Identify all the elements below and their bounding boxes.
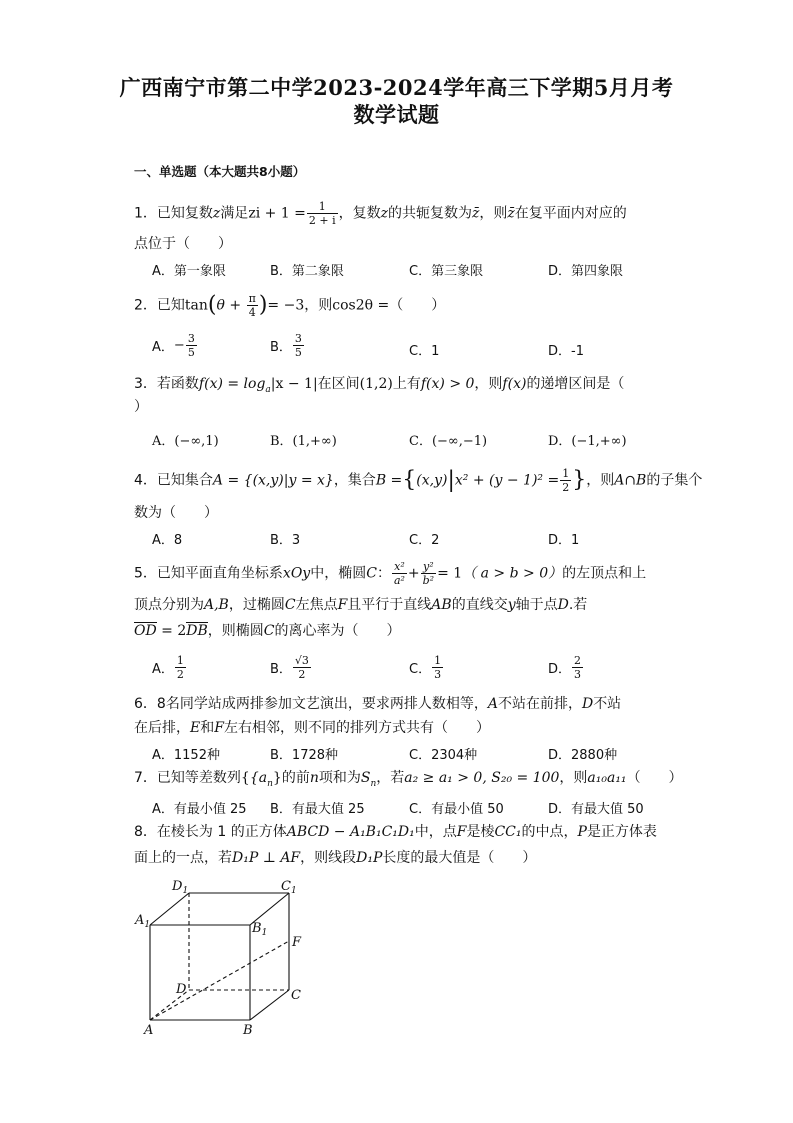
option-a: A．有最小值 25 xyxy=(152,802,247,817)
question-1: 1．已知复数z满足zi + 1 = $\frac{1}{2 + i}$ ，复数z的共轭复数为z̄，则z̄在复平面内对应的 xyxy=(134,200,627,227)
cube-labels xyxy=(134,879,302,1038)
question-8-line-2: 面上的一点，若D₁P ⊥ AF，则线段D₁P长度的最大值是（ ） xyxy=(134,850,537,866)
question-6: 6．8名同学站成两排参加文艺演出，要求两排人数相等，A不站在前排，D不站 xyxy=(134,696,622,712)
question-8: 8．在棱长为 1 的正方体ABCD − A₁B₁C₁D₁中，点F是棱CC₁的中点，P是正方体表 xyxy=(134,824,657,840)
question-4-line-2: 数为（ ） xyxy=(134,505,218,521)
option-a: A．第一象限 xyxy=(152,264,226,279)
option-a: A． $\frac{1}{2}$ xyxy=(152,654,184,681)
option-a: A．1152种 xyxy=(152,748,220,763)
label-a: A xyxy=(144,1023,154,1038)
label-f: F xyxy=(292,935,302,950)
fraction: $\frac{\pi}{4}$ xyxy=(248,292,256,319)
question-5: 5．已知平面直角坐标系xOy中，椭圆C： $\frac{\text{x²}}{\text{a²}}$ + $\frac{\text{y²}}{\text{b²}}$ = 1（ a > b > 0）的左顶点和上 xyxy=(134,560,647,587)
label-c: C xyxy=(291,988,301,1003)
question-4: 4．已知集合A = {(x,y)|y = x}，集合B ={(x,y)|x² + (y − 1)² = $\frac{1}{2}$ }，则A∩B的子集个 xyxy=(134,467,703,494)
question-7: 7．已知等差数列{$\{a_n\}$的前n项和为$S_n$，若a₂ ≥ a₁ > 0, S₂₀ = 100，则a₁₀a₁₁（ ） xyxy=(134,770,683,789)
option-a: A．8 xyxy=(152,533,183,548)
question-2: 2．已知tan(θ + $\frac{\pi}{4}$ )= −3，则cos2θ =（ ） xyxy=(134,292,446,319)
label-b1: $B_1$ xyxy=(252,921,268,938)
option-c: C．(−∞,−1) xyxy=(409,434,488,449)
question-3-line-2: ） xyxy=(134,399,148,415)
option-d: D． $\frac{2}{3}$ xyxy=(548,654,582,681)
option-a: A．− $\frac{3}{5}$ xyxy=(152,332,195,359)
option-b: B．3 xyxy=(270,533,301,548)
question-5-line-2: 顶点分别为A,B，过椭圆C左焦点F且平行于直线AB的直线交y轴于点D.若 xyxy=(134,597,588,613)
fraction: $\frac{1}{2 + i}$ xyxy=(308,200,336,227)
option-d: D．-1 xyxy=(548,344,584,359)
label-d1: $D_1$ xyxy=(172,879,189,896)
option-a: A．(−∞,1) xyxy=(152,434,219,449)
option-d: D．2880种 xyxy=(548,748,618,763)
exam-title: 广西南宁市第二中学2023-2024学年高三下学期5月月考 xyxy=(119,75,674,100)
option-c: C． $\frac{1}{3}$ xyxy=(409,654,442,681)
exam-subtitle: 数学试题 xyxy=(353,102,440,127)
option-b: B．(1,+∞) xyxy=(270,434,337,449)
option-d: D．第四象限 xyxy=(548,264,624,279)
option-d: D．1 xyxy=(548,533,580,548)
question-3: 3．若函数$f(x) = \log_a|x - 1|$在区间(1,2)上有f(x) > 0，则f(x)的递增区间是（ xyxy=(134,376,625,395)
question-5-line-3: OD = 2DB，则椭圆C的离心率为（ ） xyxy=(134,623,401,639)
fraction: $\frac{1}{2}$ xyxy=(562,467,570,494)
label-b: B xyxy=(243,1023,253,1038)
option-b: B．有最大值 25 xyxy=(270,802,365,817)
option-c: C．2 xyxy=(409,533,440,548)
question-1-line-2: 点位于（ ） xyxy=(134,236,232,252)
label-d: D xyxy=(176,982,187,997)
option-d: D．有最大值 50 xyxy=(548,802,644,817)
label-c1: $C_1$ xyxy=(281,879,297,896)
option-b: B． $\frac{√3}{2}$ xyxy=(270,654,309,681)
option-c: C．有最小值 50 xyxy=(409,802,504,817)
question-6-line-2: 在后排，E和F左右相邻，则不同的排列方式共有（ ） xyxy=(134,720,490,736)
option-b: B．第二象限 xyxy=(270,264,344,279)
option-b: B．1728种 xyxy=(270,748,339,763)
section-heading: 一、单选题（本大题共8小题） xyxy=(134,164,306,179)
option-d: D．(−1,+∞) xyxy=(548,434,627,449)
option-c: C．2304种 xyxy=(409,748,478,763)
option-c: C．1 xyxy=(409,344,440,359)
option-c: C．第三象限 xyxy=(409,264,484,279)
option-b: B． $\frac{3}{5}$ xyxy=(270,332,302,359)
label-a1: $A_1$ xyxy=(135,913,151,930)
